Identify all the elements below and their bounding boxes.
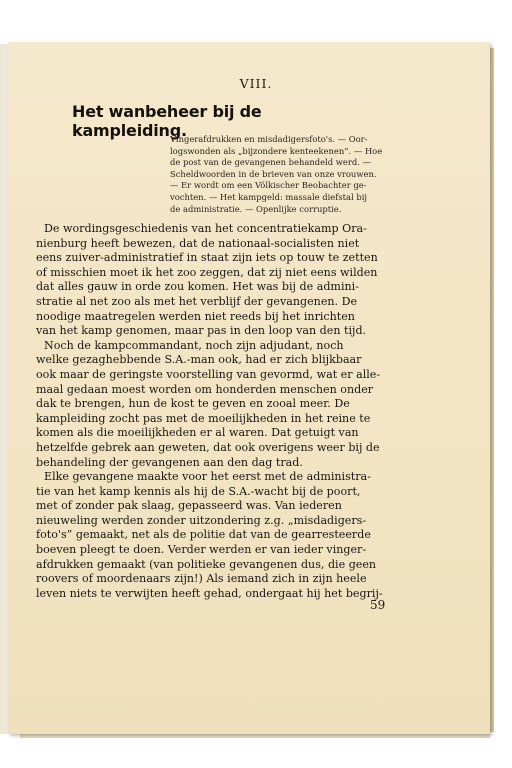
body-line: eens zuiver-administratief in staat zijn iets op touw te zetten <box>36 251 378 265</box>
body-line: stratie al net zoo als met het verblijf der gevangenen. De <box>36 294 358 308</box>
chapter-summary <box>170 134 396 215</box>
summary-line: Scheldwoorden in de brieven van onze vrouwen. <box>170 168 377 179</box>
body-line: van het kamp genomen, maar pas in den loop van den tijd. <box>36 324 367 338</box>
summary-line: de administratie. — Openlijke corruptie. <box>170 203 342 214</box>
body-line: welke gezaghebbende S.A.-man ook, had er zich blijkbaar <box>36 353 362 367</box>
body-line: nienburg heeft bewezen, dat de nationaal-socialisten niet <box>36 236 360 250</box>
body-line: maal gedaan moest worden om honderden menschen onder <box>36 382 374 396</box>
body-line: nieuweling werden zonder uitzondering z.g. „misdadigers- <box>36 513 367 527</box>
body-line: Elke gevangene maakte voor het eerst met de administra- <box>44 470 371 484</box>
body-line: leven niets te verwijten heeft gehad, ondergaat hij het begrij- <box>36 586 383 600</box>
body-line: dak te brengen, hun de kost te geven en zooal meer. De <box>36 397 350 411</box>
body-line: foto's” gemaakt, net als de politie dat van de gearresteerde <box>36 528 371 542</box>
body-text <box>36 222 392 601</box>
body-line: of misschien moet ik het zoo zeggen, dat zij niet eens wilden <box>36 265 378 279</box>
body-line: komen als die moeilijkheden er al waren. Dat getuigt van <box>36 426 359 440</box>
body-line: dat alles gauw in orde zou komen. Het was bij de admini- <box>36 280 359 294</box>
summary-line: — Er wordt om een Völkischer Beobachter ge- <box>170 180 367 191</box>
summary-line: logswonden als „bijzondere kenteekenen”. — Hoe <box>170 145 383 156</box>
body-line: noodige maatregelen werden niet reeds bij het inrichten <box>36 309 355 323</box>
body-line: roovers of moordenaars zijn!) Als iemand zich in zijn heele <box>36 572 367 586</box>
summary-line: vochten. — Het kampgeld: massale diefstal bij <box>170 191 367 202</box>
summary-line: de post van de gevangenen behandeld werd. — <box>170 157 371 168</box>
body-line: ook maar de geringste voorstelling van gevormd, wat er alle- <box>36 367 381 381</box>
chapter-title: Het wanbeheer bij de kampleiding. <box>72 102 262 140</box>
body-line: Noch de kampcommandant, noch zijn adjudant, noch <box>44 338 344 352</box>
body-line: boeven pleegt te doen. Verder werden er van ieder vinger- <box>36 543 367 557</box>
body-line: hetzelfde gebrek aan geweten, dat ook overigens weer bij de <box>36 440 380 454</box>
body-line: afdrukken gemaakt (van politieke gevangenen dus, die geen <box>36 557 377 571</box>
body-line: kampleiding zocht pas met de moeilijkheden in het reine te <box>36 411 371 425</box>
page-number: 59 <box>370 598 386 612</box>
body-line: De wordingsgeschiedenis van het concentratiekamp Ora- <box>44 222 367 235</box>
body-line: met of zonder pak slaag, gepasseerd was. Van iederen <box>36 499 342 513</box>
body-line: tie van het kamp kennis als hij de S.A.-wacht bij de poort, <box>36 484 361 498</box>
summary-line: Vingerafdrukken en misdadigersfoto's. — Oor- <box>170 134 368 144</box>
chapter-number: VIII. <box>239 76 273 91</box>
body-line: behandeling der gevangenen aan den dag trad. <box>36 455 303 469</box>
